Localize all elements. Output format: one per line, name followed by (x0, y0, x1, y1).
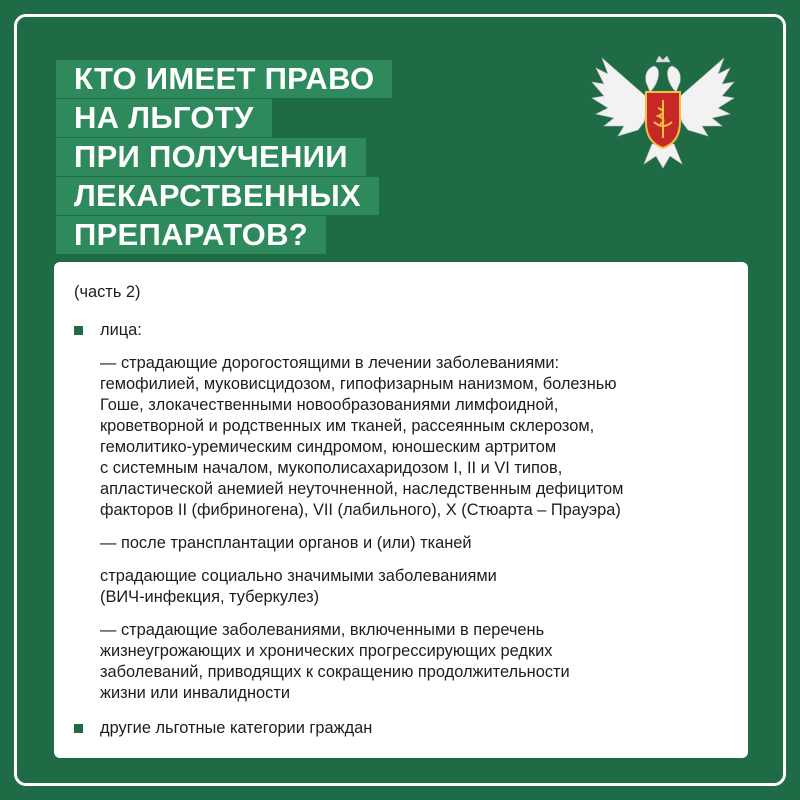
text-line: — после трансплантации органов и (или) тканей (100, 534, 472, 552)
text-line: (ВИЧ-инфекция, туберкулез) (100, 588, 320, 606)
text-line: апластической анемией неуточненной, наследственным дефицитом (100, 480, 624, 498)
paragraph-socially-significant (74, 566, 730, 608)
bullet-square-icon (74, 326, 83, 335)
text-line: с системным началом, мукополисахаридозом I, II и VI типов, (100, 459, 563, 477)
title-line: ЛЕКАРСТВЕННЫХ (56, 177, 379, 215)
text-line: страдающие социально значимыми заболеваниями (100, 567, 497, 585)
text-line: факторов II (фибриногена), VII (лабильного), X (Стюарта – Прауэра) (100, 501, 621, 519)
title-line: ПРЕПАРАТОВ? (56, 216, 326, 254)
page-title (56, 60, 392, 255)
text-line: Гоше, злокачественными новообразованиями лимфоидной, (100, 396, 559, 414)
list-item (74, 718, 730, 739)
title-line: НА ЛЬГОТУ (56, 99, 272, 137)
text-line: — страдающие заболеваниями, включенными в перечень (100, 621, 545, 639)
text-line: гемофилией, муковисцидозом, гипофизарным нанизмом, болезнью (100, 375, 617, 393)
paragraph-rare-diseases (74, 620, 730, 704)
list-item-label: лица: (100, 321, 142, 339)
part-label: (часть 2) (74, 283, 141, 301)
list-item (74, 320, 730, 341)
text-line: — страдающие дорогостоящими в лечении заболеваниями: (100, 354, 560, 372)
paragraph-expensive-diseases (74, 353, 730, 521)
paragraph-transplant (74, 533, 730, 554)
title-line: КТО ИМЕЕТ ПРАВО (56, 60, 392, 98)
text-line: гемолитико-уремическим синдромом, юношеским артритом (100, 438, 557, 456)
text-line: кроветворной и родственных им тканей, рассеянным склерозом, (100, 417, 595, 435)
coat-of-arms-icon (588, 52, 738, 172)
bullet-square-icon (74, 724, 83, 733)
text-line: жизни или инвалидности (100, 684, 290, 702)
text-line: заболеваний, приводящих к сокращению продолжительности (100, 663, 570, 681)
list-item-label: другие льготные категории граждан (100, 719, 373, 737)
text-line: жизнеугрожающих и хронических прогрессирующих редких (100, 642, 553, 660)
title-line: ПРИ ПОЛУЧЕНИИ (56, 138, 366, 176)
content-card (54, 262, 748, 758)
